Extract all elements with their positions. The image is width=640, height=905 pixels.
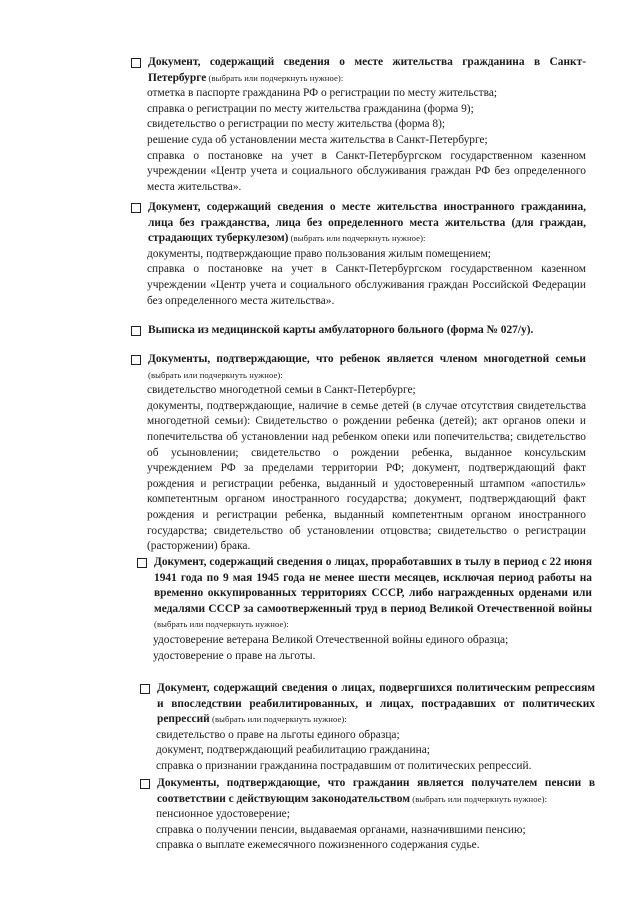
list-item: решение суда об установлении места жительства в Санкт-Петербурге;	[147, 133, 488, 146]
section-title: Выписка из медицинской карты амбулаторного больного (форма № 027/у).	[148, 324, 534, 336]
section-title: Документ, содержащий сведения о месте жительства гражданина в Санкт-Петербурге	[148, 56, 586, 84]
checkbox[interactable]	[140, 684, 150, 694]
section-hint: (выбрать или подчеркнуть нужное):	[206, 72, 344, 83]
checkbox[interactable]	[131, 58, 141, 68]
checkbox[interactable]	[131, 355, 141, 365]
section-residence-spb	[131, 55, 586, 195]
list-item: справка о получении пенсии, выдаваемая органами, назначившими пенсию;	[156, 823, 526, 836]
checkbox[interactable]	[137, 558, 147, 568]
list-item: справка о признании гражданина пострадавшим от политических репрессий.	[156, 759, 532, 772]
section-title: Документы, подтверждающие, что ребенок является членом многодетной семьи	[148, 353, 586, 365]
section-medical-extract	[131, 323, 586, 339]
checkbox[interactable]	[140, 779, 150, 789]
list-item: документ, подтверждающий реабилитацию гражданина;	[156, 744, 430, 757]
section-hint: (выбрать или подчеркнуть нужное):	[288, 233, 426, 244]
list-item: свидетельство многодетной семьи в Санкт-Петербурге;	[147, 384, 416, 397]
list-item: справка о постановке на учет в Санкт-Петербургском государственном казенном учреждении «Центр учета и социального обслуживания граждан РФ без определенного места жительства».	[147, 149, 586, 193]
section-repressions	[140, 681, 595, 775]
list-item: пенсионное удостоверение;	[156, 808, 290, 821]
section-hint: (выбрать или подчеркнуть нужное):	[148, 369, 283, 380]
section-title: Документ, содержащий сведения о лицах, проработавших в тылу в период с 22 июня 1941 года по 9 мая 1945 года не менее шести месяцев, исключая период работы на временно оккупированных территориях СССР, либо награжденных орденами или медалями СССР за самоотверженный труд в период Великой Отечественной войны	[154, 556, 592, 615]
section-title: Документы, подтверждающие, что гражданин является получателем пенсии в соответствии с действующим законодательством	[157, 777, 595, 805]
list-item: справка о регистрации по месту жительства гражданина (форма 9);	[147, 102, 474, 115]
section-title: Документ, содержащий сведения о месте жительства иностранного гражданина, лица без гражданства, лица без определенного места жительства (для граждан, страдающих туберкулезом)	[148, 201, 586, 245]
checkbox[interactable]	[131, 203, 141, 213]
section-large-family	[131, 352, 586, 555]
list-item: документы, подтверждающие право пользования жилым помещением;	[147, 247, 491, 260]
list-item: свидетельство о праве на льготы единого образца;	[156, 728, 400, 741]
section-pension	[140, 776, 595, 854]
checkbox[interactable]	[131, 326, 141, 336]
section-hint: (выбрать или подчеркнуть нужное):	[154, 619, 289, 630]
list-item: справка о постановке на учет в Санкт-Петербургском государственном казенном учреждении «Центр учета и социального обслуживания граждан Российской Федерации без определенного места жительства».	[147, 263, 586, 307]
section-hint: (выбрать или подчеркнуть нужное):	[410, 793, 548, 804]
list-item: удостоверение ветерана Великой Отечественной войны единого образца;	[153, 633, 509, 646]
list-item: удостоверение о праве на льготы.	[153, 649, 316, 662]
section-hint: (выбрать или подчеркнуть нужное):	[209, 714, 347, 725]
section-residence-foreign	[131, 200, 586, 309]
section-home-front	[137, 555, 592, 664]
list-item: документы, подтверждающие, наличие в семье детей (в случае отсутствия свидетельства многодетной семьи): Свидетельство о рождении ребенка (детей); акт органов опеки и попечительства об установлении над ребенком опеки или попечительства; свидетельство об усыновлении; свидетельство о рождении ребенка, выданное консульским учреждением РФ за пределами территории РФ; документ, подтверждающий факт рождения и регистрации ребенка, выданный и удостоверенный штампом «апостиль» компетентным органом иностранного государства; документ, подтверждающий факт рождения и регистрации ребенка, выданный компетентным органом иностранного государства; свидетельство об установлении отцовства; свидетельство о регистрации (расторжении) брака.	[147, 399, 586, 553]
list-item: отметка в паспорте гражданина РФ о регистрации по месту жительства;	[147, 87, 498, 100]
list-item: свидетельство о регистрации по месту жительства (форма 8);	[147, 118, 446, 131]
list-item: справка о выплате ежемесячного пожизненного содержания судье.	[156, 839, 480, 852]
section-title: Документ, содержащий сведения о лицах, подвергшихся политическим репрессиям и впоследствии реабилитированных, и лицах, пострадавших от политических репрессий	[157, 682, 595, 726]
